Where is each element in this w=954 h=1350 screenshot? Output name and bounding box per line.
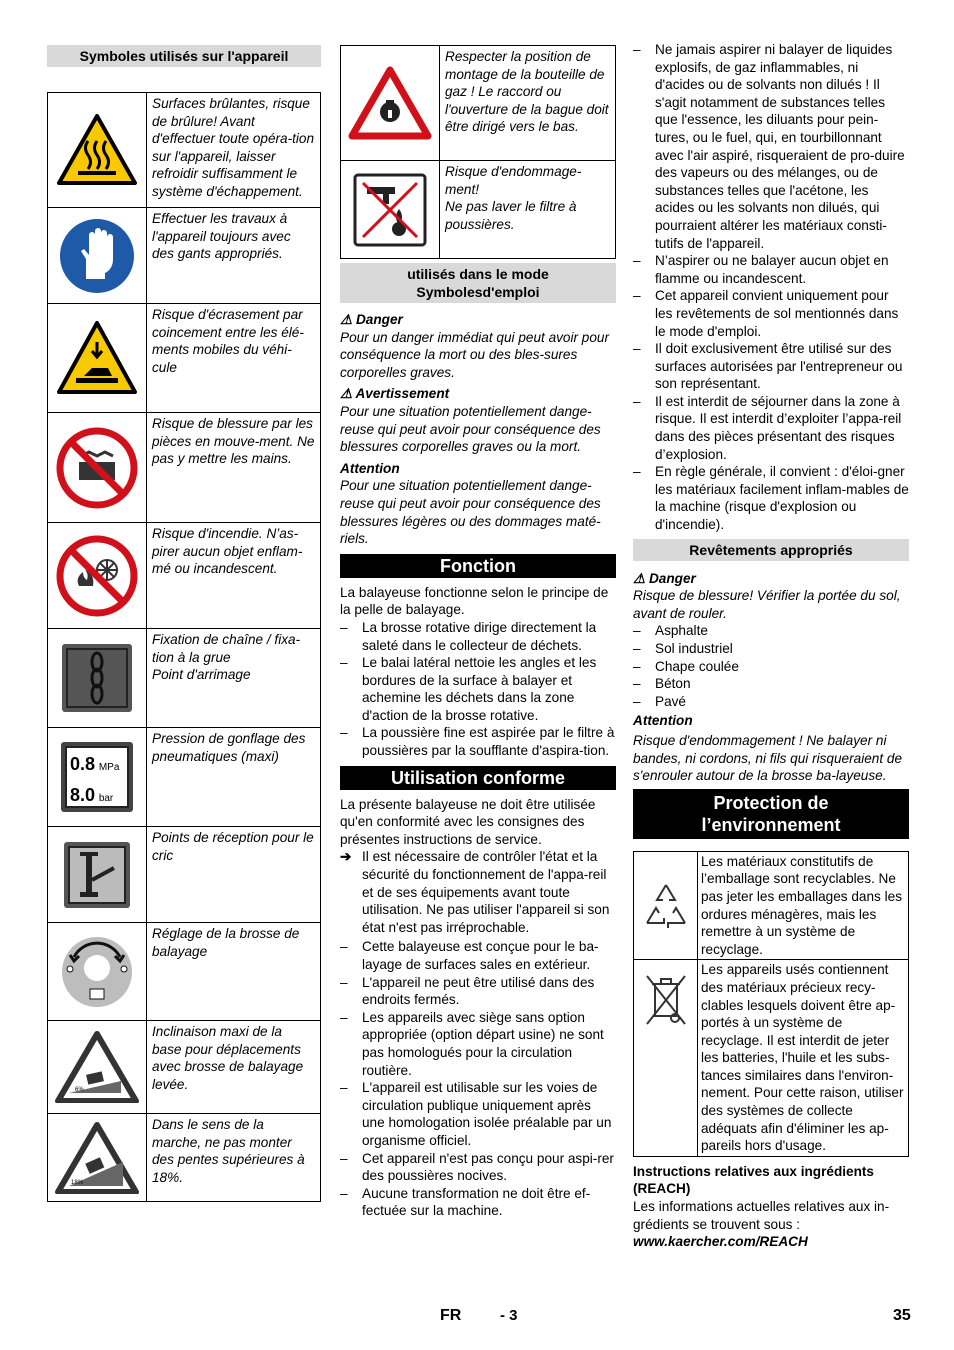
danger-label: Danger [355,312,403,327]
no-fire-icon [55,567,139,582]
footer-language: FR [440,1307,462,1324]
section-header-environment: Protection de l’environnement [633,789,909,839]
list-item: – L'appareil est utilisable sur les voies de circulation publique uniquement après une homologation isolée préalable par un organisme officiel. [340,1079,616,1149]
danger-label-2: Danger [648,570,696,586]
list-item: – Il doit exclusivement être utilisé sur des surfaces autorisées par l'entrepreneur ou son représentant. [633,340,909,393]
no-wash-filter-icon [353,201,427,216]
table-row [48,1114,321,1202]
arrow-right-icon: ➔ [340,849,352,865]
slope-text: Dans le sens de la marche, ne pas monter des pentes supérieures à 18%. [147,1114,321,1202]
slope-icon [55,1149,139,1186]
column-1 [47,45,321,1202]
environment-table [633,851,909,1157]
list-item: – Il est interdit de séjourner dans la zone à risque. Il est interdit d’exploiter l’appa-reil dans des pièces présentant des risques d’explosion. [633,393,909,463]
incline-icon [55,1059,139,1093]
hot-surface-text: Surfaces brûlantes, risque de brûlure! Avant d'effectuer toute opéra-tion sur l'appareil, laisser refroidir suffisamment le système d'échappement. [147,93,321,208]
table-row [48,827,321,923]
list-item: – La poussière fine est aspirée par le filtre à poussières par la soufflante d'aspira-tion. [340,724,616,759]
list-item: – Cette balayeuse est conçue pour le ba-layage de surfaces sales en extérieur. [340,938,616,973]
tire-pressure-text: Pression de gonflage des pneumatiques (maxi) [147,728,321,827]
warning-triangle-icon: ⚠ [633,570,646,586]
footer-page-number: 35 [893,1307,911,1324]
attention-text-2: Risque d'endommagement ! Ne balayer ni bandes, ni cordons, ni fils qui risqueraient de s'enrouler autour de la brosse ba-layeuse. [633,732,903,784]
list-item: – Chape coulée [633,658,909,676]
reach-text: Les informations actuelles relatives aux in-grédients se trouvent sous : [633,1199,890,1232]
pressure-unit-bar: bar [98,793,114,804]
attention-text: Pour une situation potentiellement dange-reuse qui peut avoir pour conséquence des blessures légères ou des dommages maté-riels. [340,478,601,547]
list-item: – En règle générale, il convient : d'éloi-gner les matériaux facilement inflam-mables de la machine (risque d'explosion ou d'incendie). [633,463,909,533]
warning-text: Pour une situation potentiellement dange-reuse qui peut avoir pour conséquence des blessures corporelles graves ou la mort. [340,403,601,455]
warning-block [340,385,616,455]
table-row [48,1021,321,1114]
gas-bottle-text: Respecter la position de montage de la bouteille de gaz ! Le raccord ou l'ouverture de la bague doit être dirigé vers le bas. [440,46,616,161]
incline-percent: 6% [75,1087,84,1093]
table-row [48,304,321,413]
section-header-usage: Utilisation conforme [340,766,616,790]
attention-block-2 [633,712,909,784]
surface-list [633,622,909,710]
attention-block [340,460,616,548]
symbol-table-2 [340,45,616,259]
table-row [634,851,909,960]
pressure-unit-mpa: MPa [98,762,120,773]
reach-url[interactable]: www.kaercher.com/REACH [633,1234,808,1250]
incline-text: Inclinaison maxi de la base pour déplacements avec brosse de balayage levée. [147,1021,321,1114]
list-item: – Béton [633,675,909,693]
tire-pressure-icon [61,754,133,805]
recycle-icon [639,897,693,912]
attention-label-2: Attention [633,713,693,729]
chain-icon [60,670,134,685]
table-row [48,413,321,523]
table-row [48,93,321,208]
table-row [634,960,909,1157]
danger-text-2: Risque de blessure! Vérifier la portée du sol, avant de rouler. [633,588,901,621]
table-row [341,46,616,161]
table-row [48,523,321,629]
restrictions-list [633,41,909,534]
warning-label: Avertissement [355,386,450,402]
recycle-text: Les matériaux constitutifs de l’emballage sont recyclables. Ne pas jeter les emballages dans les ordures ménagères, mais les remettre à un système de recyclage. [698,851,909,960]
no-hands-icon [55,459,139,474]
usage-intro: La présente balayeuse ne doit être utilisée qu'en conformité avec les consignes des présentes instructions de service. [340,796,596,847]
danger-block [340,311,616,381]
list-item: – Cet appareil convient uniquement pour les revêtements de sol mentionnés dans le mode d'emploi. [633,287,909,340]
footer-section-page: - 3 [500,1307,518,1324]
no-hands-text: Risque de blessure par les pièces en mouve-ment. Ne pas y mettre les mains. [147,413,321,523]
pressure-value-bar: 8.0 [70,785,96,805]
warning-triangle-icon: ⚠ [340,312,353,327]
no-wash-filter-text: Risque d'endommage-ment! Ne pas laver le filtre à poussières. [440,161,616,259]
reach-title: Instructions relatives aux ingrédients (REACH) [633,1163,874,1197]
symbol-table [47,92,321,1202]
danger-text: Pour un danger immédiat qui peut avoir pour conséquence la mort ou des bles-sures corporelles graves. [340,329,610,380]
usage-arrow-text: Il est nécessaire de contrôler l'état et la sécurité du fonctionnement de l'appa-reil et de ses équipements avant toute utilisation. Ne pas utiliser l'appareil si son état n'est pas irréprochable. [362,849,610,935]
section-header-symbols: Symboles utilisés sur l'appareil [47,45,321,67]
list-item: – Cet appareil n'est pas conçu pour aspi-rer des poussières nocives. [340,1150,616,1185]
list-item: – La brosse rotative dirige directement la saleté dans le collecteur de déchets. [340,619,616,654]
crossed-bin-text: Les appareils usés contiennent des matériaux précieux recy-clables lesquels doivent être ap-portés à un système de recyclage. Il est interdit de jeter les batteries, l'huile et les subs-tances similaires dans l'environ-nement. Pour cette raison, utiliser des systèmes de collecte adéquats afin d'éliminer les ap-pareils hors d'usage. [698,960,909,1157]
crossed-bin-icon [643,992,689,1007]
section-header-manual-symbols: utilisés dans le mode Symbolesd'emploi [340,263,616,303]
usage-list [340,938,616,1220]
jack-point-icon [62,866,132,881]
crush-hazard-icon [56,350,138,365]
attention-label: Attention [340,460,400,476]
gas-bottle-icon [348,95,432,110]
list-item: – Pavé [633,693,909,711]
brush-adjust-text: Réglage de la brosse de balayage [147,923,321,1021]
table-row [48,728,321,827]
list-item: – L'appareil ne peut être utilisé dans des endroits fermés. [340,974,616,1009]
gloves-text: Effectuer les travaux à l'appareil toujours avec des gants appropriés. [147,208,321,304]
list-item: – Aucune transformation ne doit être ef-fectuée sur la machine. [340,1185,616,1220]
list-item: – Asphalte [633,622,909,640]
usage-arrow-item [340,848,616,936]
pressure-value-mpa: 0.8 [70,754,96,774]
fonction-intro: La balayeuse fonctionne selon le principe de la pelle de balayage. [340,584,609,618]
table-row [341,161,616,259]
gloves-icon [58,247,136,262]
brush-adjust-icon [60,963,134,978]
list-item: – Ne jamais aspirer ni balayer de liquides explosifs, de gaz inflammables, ni d'acides ou de solvants non dilués ! Il s'agit notamment de substances telles que l'essence, les diluants pour pein-tures, ou le fuel, qui, en tourbillonnant avec l'air aspiré, risqueraient de pro-duire des vapeurs ou des mélanges, ou de substances telles que l'acétone, les acides ou les solvants non dilués, qui pourraient altérer les matériaux consti-tutifs de l'appareil. [633,41,909,252]
no-fire-text: Risque d'incendie. N’as-pirer aucun objet enflam-mé ou incandescent. [147,523,321,629]
column-2 [340,45,616,1220]
column-3 [633,41,909,1251]
table-row [48,923,321,1021]
slope-percent: 18% [71,1179,84,1186]
crush-hazard-text: Risque d'écrasement par coincement entre les élé-ments mobiles du véhi-cule [147,304,321,413]
fonction-list [340,619,616,760]
list-item: – Sol industriel [633,640,909,658]
hot-surface-icon [56,142,138,157]
section-header-surfaces: Revêtements appropriés [633,539,909,561]
section-header-fonction: Fonction [340,554,616,578]
list-item: – N’aspirer ou ne balayer aucun objet en flamme ou incandescent. [633,252,909,287]
list-item: – Les appareils avec siège sans option appropriée (option départ usine) ne sont pas homologués pour la circulation routière. [340,1009,616,1079]
chain-text: Fixation de chaîne / fixa-tion à la grue Point d'arrimage [147,629,321,728]
table-row [48,208,321,304]
table-row [48,629,321,728]
list-item: – Le balai latéral nettoie les angles et les bordures de la surface à balayer et achemine les déchets dans la zone d'action de la brosse rotative. [340,654,616,724]
danger-block-2 [633,570,909,623]
jack-point-text: Points de réception pour le cric [147,827,321,923]
warning-triangle-icon: ⚠ [340,386,353,402]
